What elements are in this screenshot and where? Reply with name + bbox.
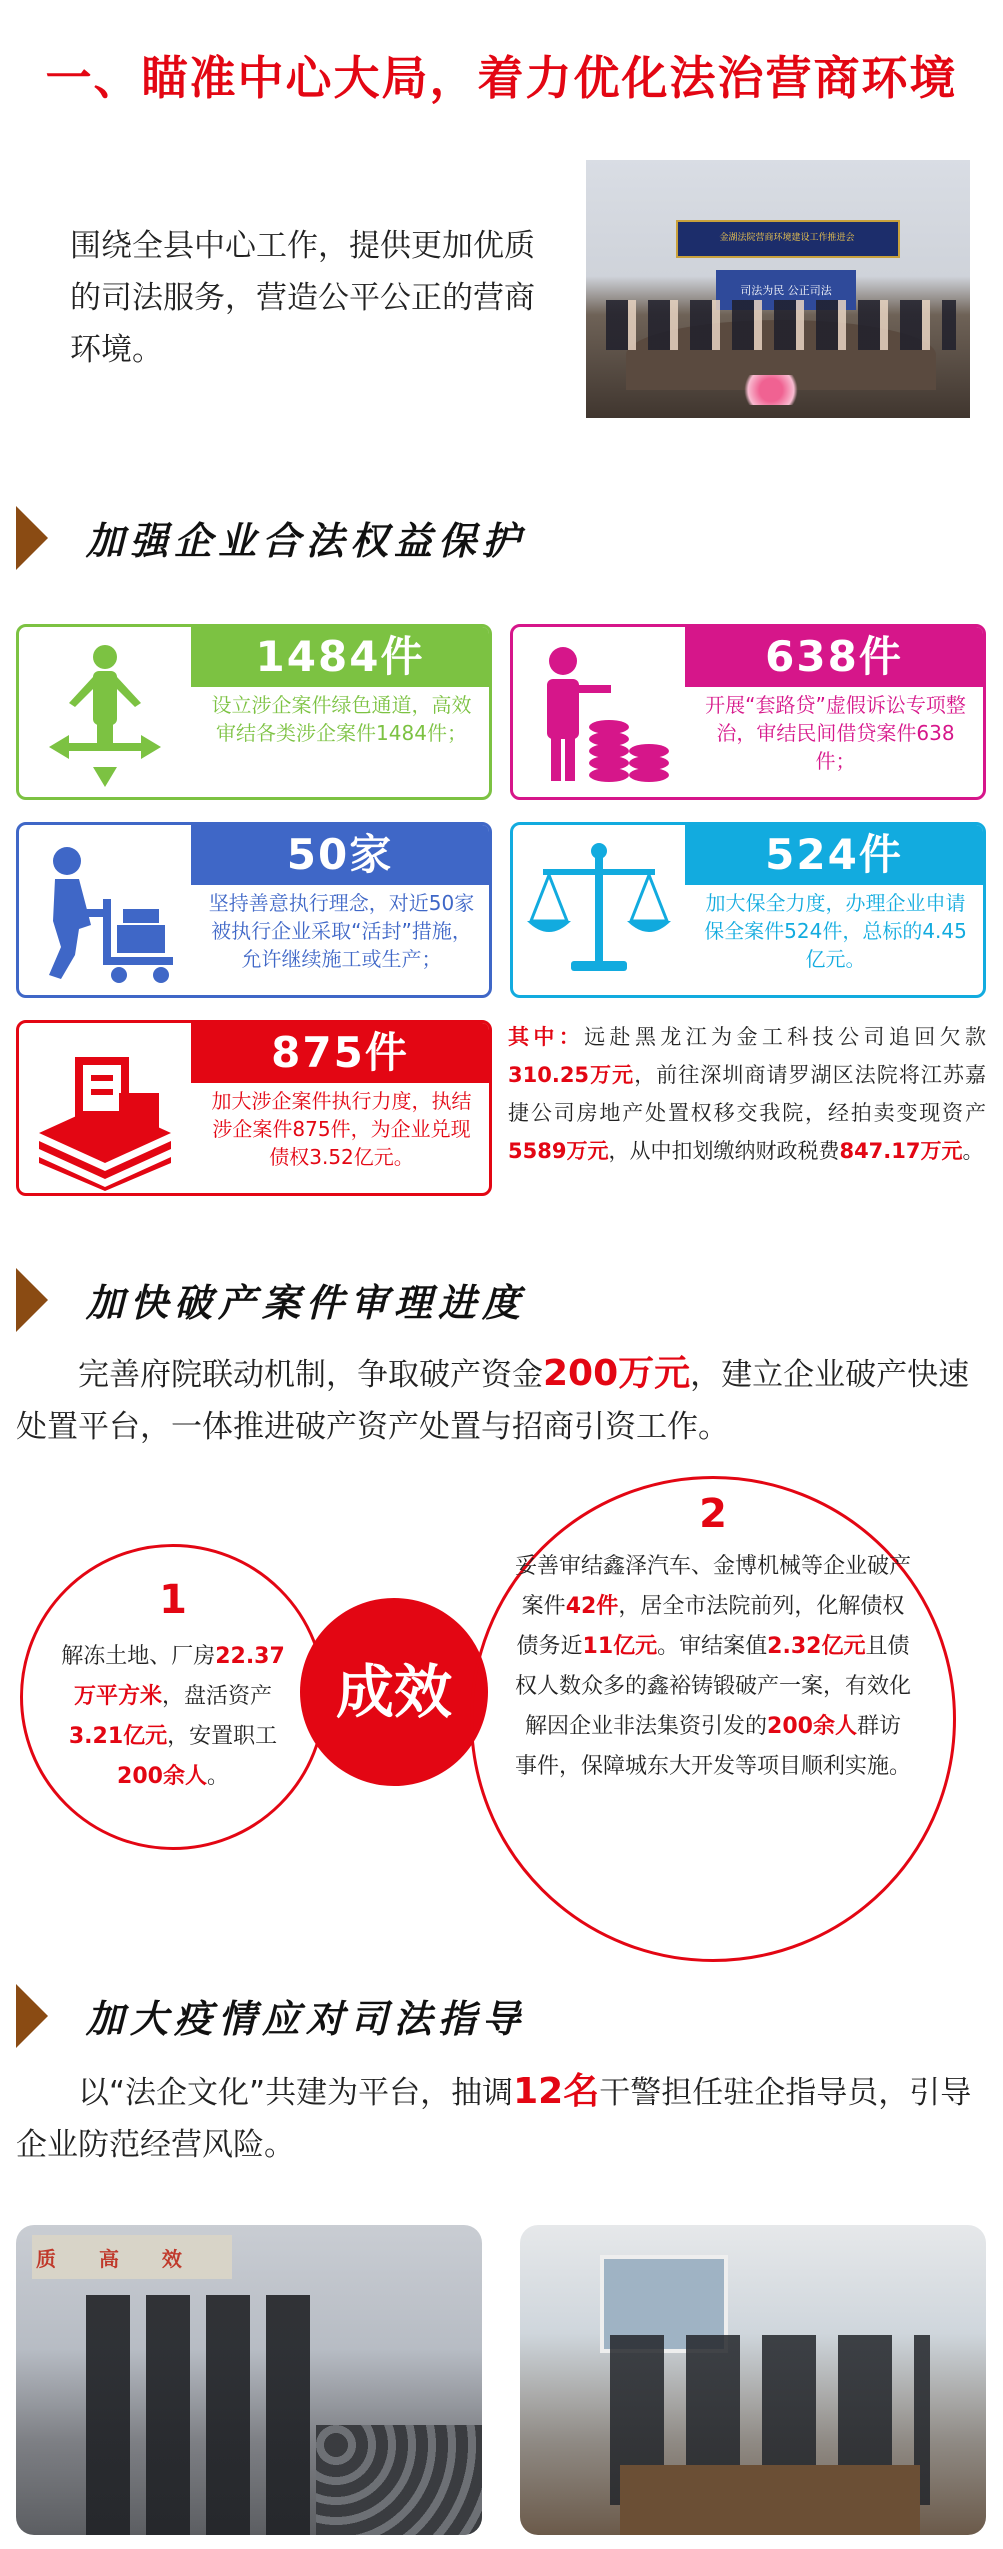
section-header-epidemic [16,1984,716,2054]
result-value: 2.32亿元 [767,1634,866,1659]
person-directions-icon [19,627,191,797]
stat-card [510,624,986,800]
section-arrow-icon [16,506,48,570]
result-number: 2 [699,1491,727,1537]
stat-text: 开展“套路贷”虚假诉讼专项整治，审结民间借贷案件638件； [705,693,966,773]
result-text-part: 。 [206,1764,229,1789]
results-center: 成效 [300,1598,488,1786]
note-text: ，从中扣划缴纳财政税费 [608,1139,840,1163]
note-value: 5589万元 [508,1139,609,1163]
section-label: 加快破产案件审理进度 [86,1280,527,1325]
factory-visit-photo [16,2225,482,2535]
para-value: 200万元 [543,1353,691,1394]
para-value: 12名 [513,2071,600,2112]
meeting-banner-text: 金湖法院营商环境建设工作推进会 [719,233,855,243]
stat-number: 50家 [191,825,489,885]
para-text: 完善府院联动机制，争取破产资金 [78,1357,543,1393]
result-text-part: 群访事件，保障城东大开发等项目顺利实施。 [515,1714,912,1779]
para-text: 以“法企文化”共建为平台，抽调 [78,2075,514,2111]
meeting-photo [586,160,970,418]
case-note [508,1018,986,1170]
result-value: 3.21亿元 [68,1724,168,1749]
result-text-part: 妥善审结鑫泽汽车、金博机械等企业破产案件 [515,1554,912,1619]
stat-text: 设立涉企案件绿色通道，高效审结各类涉企案件1484件； [211,693,472,745]
man-coins-icon [513,627,685,797]
note-lead: 其中： [508,1025,585,1049]
epidemic-paragraph [16,2066,986,2171]
stat-number: 638件 [685,627,983,687]
stat-text: 加大保全力度，办理企业申请保全案件524件，总标的4.45亿元。 [704,891,967,971]
note-value: 847.17万元 [839,1139,963,1163]
result-text-part: ，居全市法院前列，化解债权债务近 [516,1594,905,1659]
result-value: 22.37万平方米 [73,1644,285,1709]
stat-card [16,624,492,800]
result-text-part: 解冻土地、厂房 [61,1644,216,1669]
meeting-flowers [736,375,806,405]
section-label: 加强企业合法权益保护 [86,518,527,563]
result-value: 11亿元 [582,1634,658,1659]
reception-photo [520,2225,986,2535]
result-value: 200余人 [767,1714,857,1739]
factory-sign-text: 质 高 效 [36,2247,200,2271]
section-arrow-icon [16,1268,48,1332]
metal-parts [316,2425,482,2535]
section-header-protect [16,506,716,576]
result-text-part: ，安置职工 [167,1724,278,1749]
para-text: ，建立企业破产快速处置平台，一体推进破产资产处置与招商引资工作。 [16,1357,970,1445]
stat-number: 524件 [685,825,983,885]
result-text [23,1623,323,1797]
stat-number: 875件 [191,1023,489,1083]
stat-number: 1484件 [191,627,489,687]
section-label: 加大疫情应对司法指导 [86,1996,527,2041]
visitor-figures [86,2295,316,2535]
stat-text: 坚持善意执行理念，对近50家被执行企业采取“活封”措施，允许继续施工或生产； [208,891,475,971]
bankruptcy-paragraph [16,1348,986,1453]
result-number: 1 [159,1577,187,1623]
section-header-bankruptcy [16,1268,716,1338]
worker-cart-icon [19,825,191,995]
meeting-attendees [606,300,956,350]
para-text: 干警担任驻企指导员，引导企业防范经营风险。 [16,2075,972,2163]
result-text-part: 且债权人数众多的鑫裕铸锻破产一案，有效化解因企业非法集资引发的 [515,1634,912,1739]
section-arrow-icon [16,1984,48,2048]
result-text-part: 。审结案值 [657,1634,768,1659]
note-text: ，前往深圳商请罗湖区法院将江苏嘉捷公司房地产处置权移交我院，经拍卖变现资产 [508,1063,986,1125]
money-stack-icon [19,1023,191,1193]
result-value: 200余人 [117,1764,207,1789]
reception-desk [620,2465,920,2535]
note-text: 远赴黑龙江为金工科技公司追回欠款 [584,1025,987,1049]
stat-card [16,1020,492,1196]
page-title: 一、瞄准中心大局，着力优化法治营商环境 [45,51,958,105]
result-circle-2 [470,1476,956,1962]
result-text-part: ，盘活资产 [162,1684,273,1709]
stat-text: 加大涉企案件执行力度，执结涉企案件875件，为企业兑现债权3.52亿元。 [211,1089,472,1169]
intro-text: 围绕全县中心工作，提供更加优质的司法服务，营造公平公正的营商环境。 [70,228,535,368]
meeting-slogan-text: 司法为民 公正司法 [740,284,832,297]
result-value: 42件 [565,1594,619,1619]
stat-card [16,822,492,998]
result-circle-1 [20,1544,326,1850]
result-text [473,1537,953,1787]
note-value: 310.25万元 [508,1063,635,1087]
scales-icon [513,825,685,995]
stat-card [510,822,986,998]
note-text: 。 [962,1139,984,1163]
